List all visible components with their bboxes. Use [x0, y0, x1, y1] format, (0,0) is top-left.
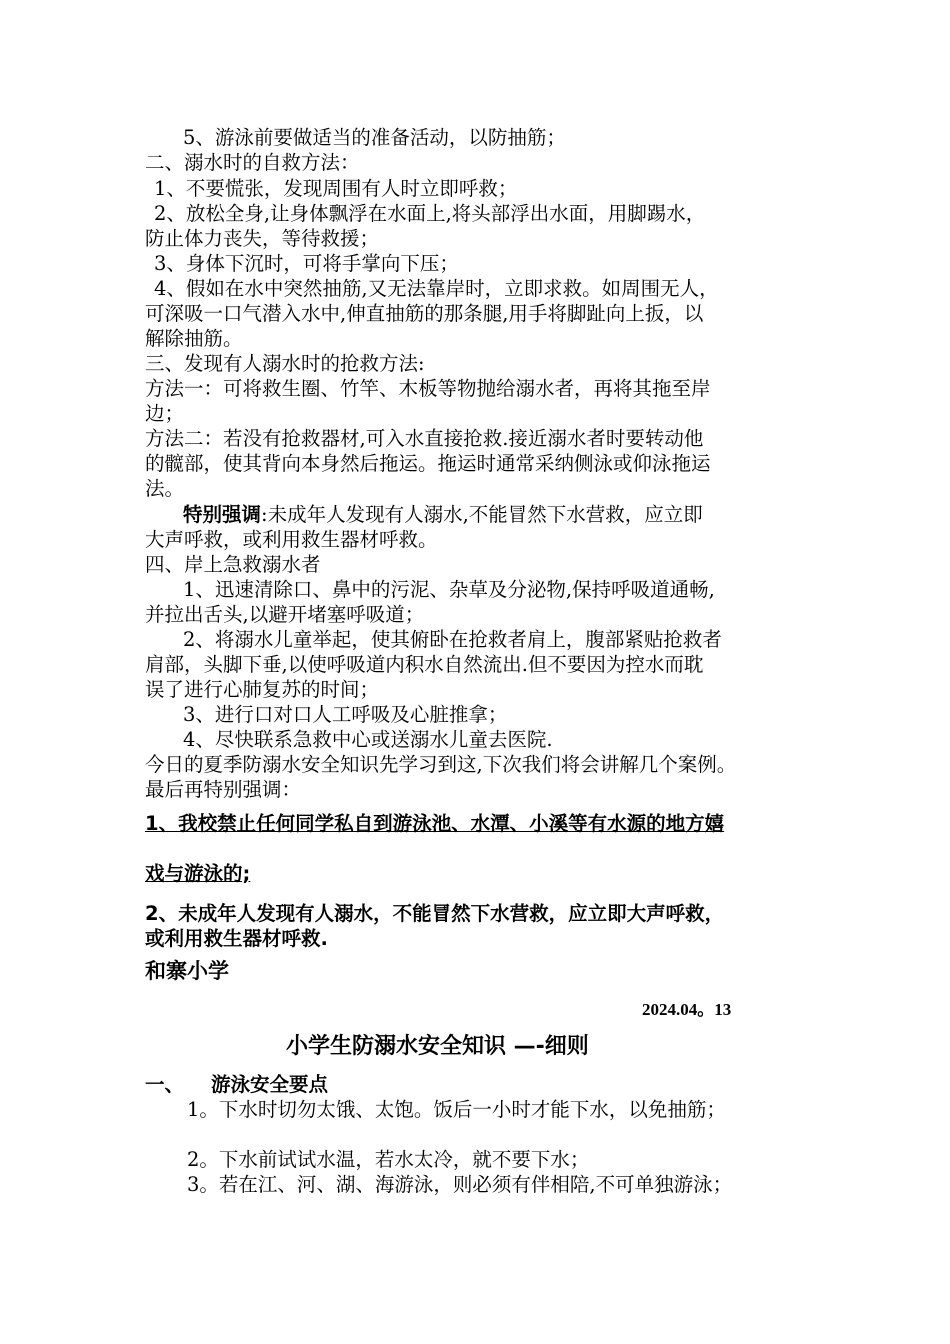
self-rescue-item-3: 3、身体下沉时，可将手掌向下压；: [154, 252, 459, 275]
swim-rule-1: 1。下水时切勿太饿、太饱。饭后一小时才能下水，以免抽筋；: [187, 1098, 726, 1121]
prep-item-5: 5、游泳前要做适当的准备活动，以防抽筋；: [183, 126, 566, 149]
special-emphasis-label: 特别强调: [183, 503, 262, 526]
self-rescue-item-4-line2: 可深吸一口气潜入水中,伸直抽筋的那条腿,用手将脚趾向上扳，以: [145, 302, 704, 325]
school-name: 和寨小学: [145, 959, 229, 983]
first-aid-item-4: 4、尽快联系急救中心或送溺水儿童去医院.: [183, 728, 553, 751]
method-2-line1: 方法二：若没有抢救器材,可入水直接抢救.接近溺水者时要转动他: [145, 427, 704, 450]
first-aid-item-3: 3、进行口对口人工呼吸及心脏推拿；: [183, 703, 508, 726]
closing-sentence: 今日的夏季防溺水安全知识先学习到这,下次我们将会讲解几个案例。: [145, 753, 737, 776]
sec-1-title: 游泳安全要点: [211, 1073, 329, 1096]
date: 2024.04。13: [642, 1000, 732, 1019]
first-aid-item-2-line1: 2、将溺水儿童举起，使其俯卧在抢救者肩上，腹部紧贴抢救者: [183, 628, 722, 651]
self-rescue-item-2-line1: 2、放松全身,让身体飘浮在水面上,将头部浮出水面，用脚踢水，: [154, 202, 706, 225]
section-4-heading: 四、岸上急救溺水者: [145, 553, 321, 576]
section-2-heading: 二、溺水时的自救方法：: [145, 151, 360, 174]
final-emphasis-heading: 最后再特别强调：: [145, 778, 302, 801]
special-emphasis-line1: [183, 502, 703, 528]
method-2-line2: 的髋部，使其背向本身然后拖运。拖运时通常采纳侧泳或仰泳拖运: [145, 452, 711, 475]
method-1-line2: 边；: [145, 402, 185, 425]
first-aid-item-2-line2: 肩部，头脚下垂,以使呼吸道内积水自然流出.但不要因为控水而耽: [145, 653, 704, 676]
rule-1-line1: 1、我校禁止任何同学私自到游泳池、水潭、小溪等有水源的地方嬉: [145, 812, 725, 835]
sec-1-number: 一、: [145, 1073, 185, 1096]
rule-1-line2: 戏与游泳的;: [145, 862, 251, 885]
swim-rule-2: 2。下水前试试水温，若水太冷，就不要下水；: [187, 1148, 590, 1171]
self-rescue-item-4-line3: 解除抽筋。: [145, 327, 243, 350]
swim-rule-3: 3。若在江、河、湖、海游泳，则必须有伴相陪,不可单独游泳；: [187, 1173, 733, 1196]
first-aid-item-1-line2: 并拉出舌头,以避开堵塞呼吸道；: [145, 603, 425, 626]
self-rescue-item-4-line1: 4、假如在水中突然抽筋,又无法靠岸时，立即求救。如周围无人，: [154, 277, 719, 300]
self-rescue-item-2-line2: 防止体力丧失，等待救援；: [145, 227, 380, 250]
method-1-line1: 方法一：可将救生圈、竹竿、木板等物抛给溺水者，再将其拖至岸: [145, 377, 711, 400]
method-2-line3: 法。: [145, 477, 185, 500]
special-emphasis-text: :未成年人发现有人溺水,不能冒然下水营救，应立即: [261, 503, 703, 526]
rule-2-line2: 或利用救生器材呼救.: [145, 927, 328, 950]
rule-2-line1: 2、未成年人发现有人溺水，不能冒然下水营救，应立即大声呼救，: [145, 902, 725, 925]
self-rescue-item-1: 1、不要慌张，发现周围有人时立即呼救；: [154, 177, 518, 200]
doc-title: 小学生防溺水安全知识 —-细则: [286, 1034, 589, 1059]
special-emphasis-line2: 大声呼救，或利用救生器材呼救。: [145, 528, 438, 551]
section-3-heading: 三、发现有人溺水时的抢救方法:: [145, 352, 425, 375]
first-aid-item-1-line1: 1、迅速清除口、鼻中的污泥、杂草及分泌物,保持呼吸道通畅,: [183, 578, 715, 601]
first-aid-item-2-line3: 误了进行心肺复苏的时间；: [145, 678, 380, 701]
